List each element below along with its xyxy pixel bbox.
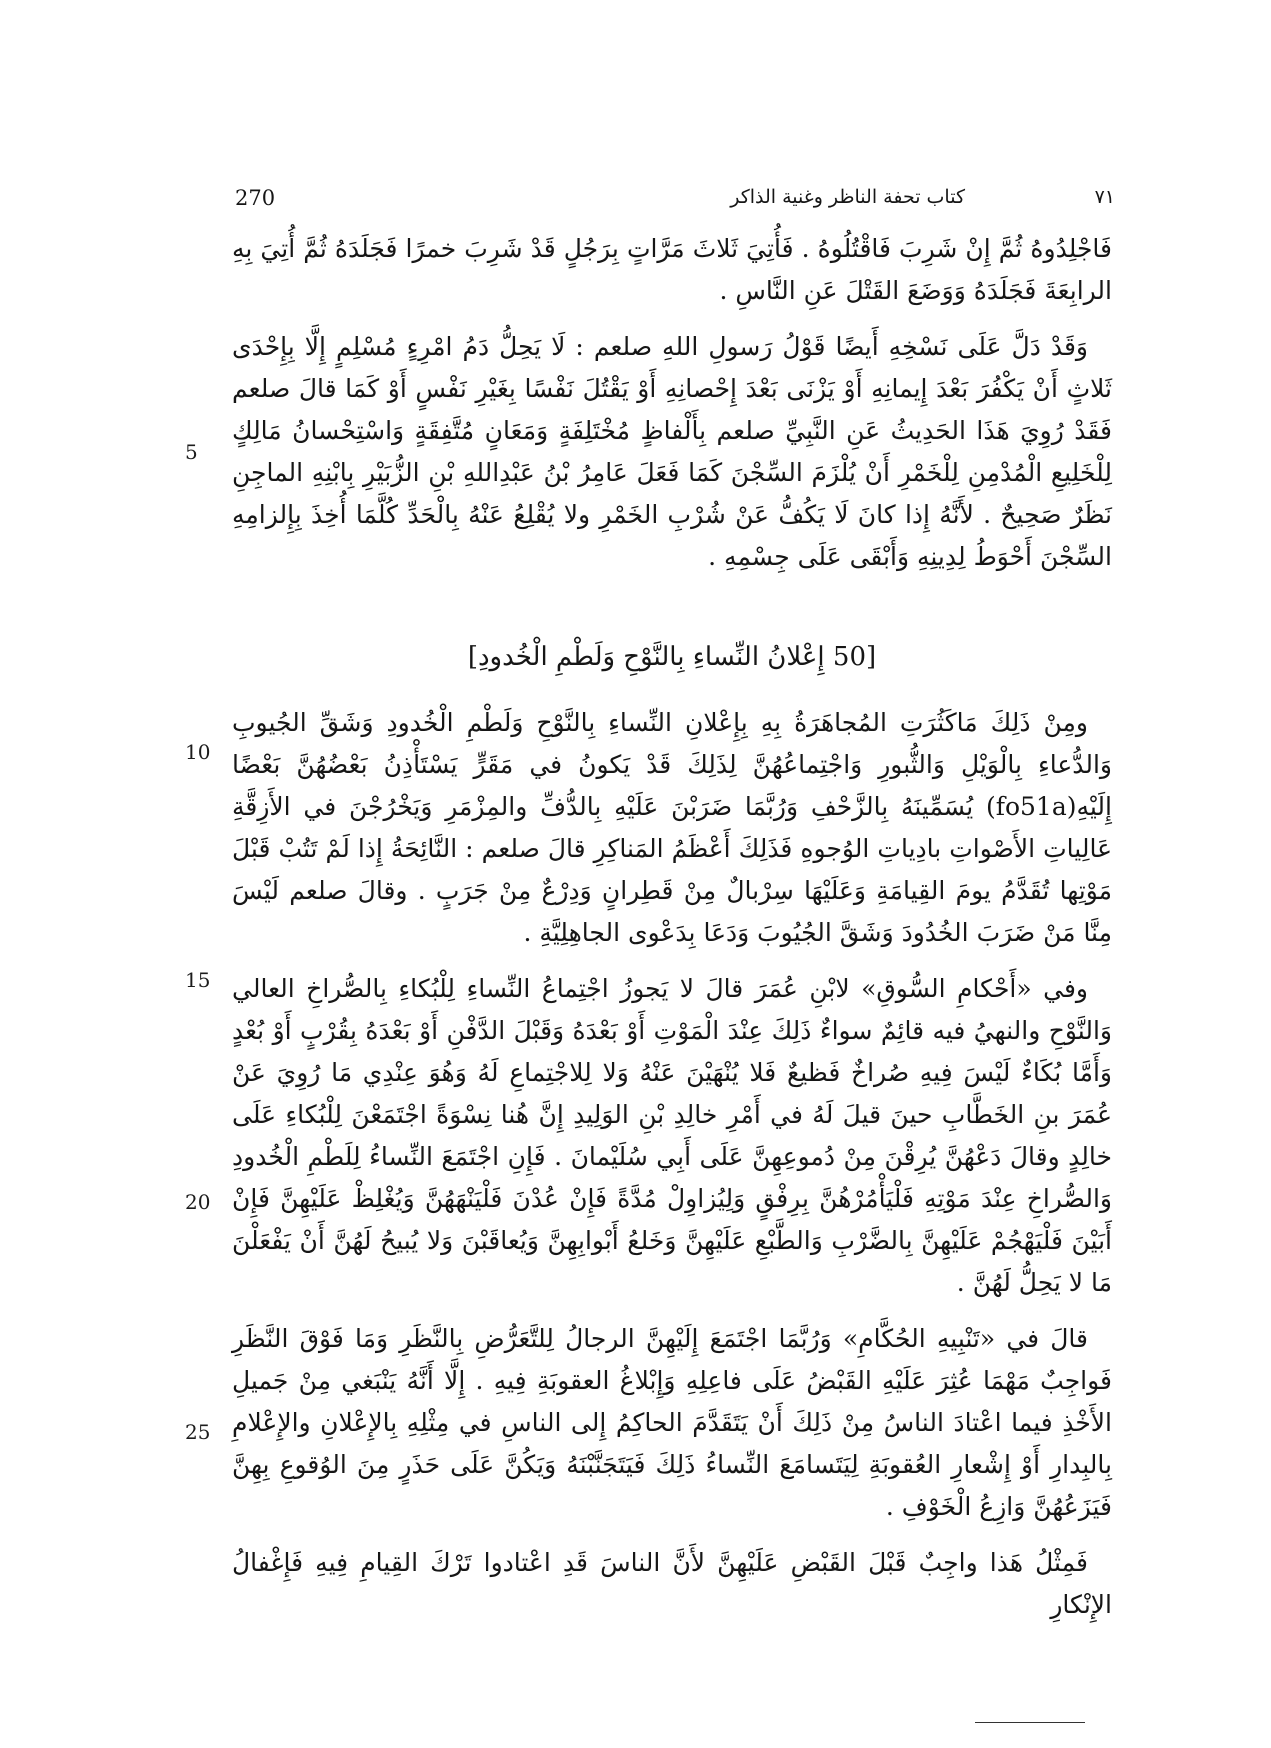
line-number-5: 5 [185,440,198,464]
footer-rule [975,1722,1085,1723]
page-header [235,178,1115,218]
paragraph-1: فَاجْلِدُوهُ ثُمَّ إِنْ شَرِبَ فَاقْتُلُوهُ . فَأُتِيَ ثَلاثَ مَرَّاتٍ بِرَجُلٍ قَدْ شَرِبَ خمرًا فَجَلَدَهُ ثُمَّ أُتِيَ بِهِ الرابِعَةَ فَجَلَدَهُ وَوَضَعَ القَتْلَ عَنِ النَّاسِ . [232,234,1112,305]
paragraph-2: وَقَدْ دَلَّ عَلَى نَسْخِهِ أَيضًا قَوْلُ رَسولِ اللهِ صلعم : لَا يَحِلُّ دَمُ امْرِءٍ مُسْلِمٍ إِلَّا بِإِحْدَى ثَلاثٍ أَنْ يَكْفُرَ بَعْدَ إِيمانِهِ أَوْ يَزْنَى بَعْدَ إِحْصانِهِ أَوْ يَقْتُلَ نَفْسًا بِغَيْرِ نَفْسٍ أَوْ كَمَا قالَ صلعم فَقَدْ رُوِيَ هَذَا الحَدِيثُ عَنِ النَّبِيِّ صلعم بِأَلْفاظٍ مُخْتَلِفَةٍ وَمَعَانٍ مُتَّفِقَةٍ وَاسْتِحْسانُ مَالِكٍ لِلْخَلِيعِ الْمُدْمِنِ لِلْخَمْرِ أَنْ يُلْزَمَ السِّجْنَ كَمَا فَعَلَ عَامِرُ بْنُ عَبْدِاللهِ بْنِ الزُّبَيْرِ بِابْنِهِ الماجِنِ نَظَرٌ صَحِيحٌ . لأَنَّهُ إِذا كانَ لَا يَكُفُّ عَنْ شُرْبِ الخَمْرِ ولا يُقْلِعُ عَنْهُ بِالْحَدِّ كُلَّمَا أُخِذَ بِإِلزامِهِ السِّجْنَ أَحْوَطُ لِدِينِهِ وَأَبْقَى عَلَى جِسْمِهِ . [232,332,1112,571]
page-number-arabic: ٧١ [1094,186,1115,208]
line-number-25: 25 [185,1420,211,1444]
section-heading: [50 إِعْلانُ النِّساءِ بِالنَّوْحِ وَلَطْمِ الْخُدودِ] [467,642,877,672]
paragraph-6: فَمِثْلُ هَذا واجِبٌ قَبْلَ القَبْضِ عَلَيْهِنَّ لأَنَّ الناسَ قَدِ اعْتادوا تَرْكَ القِيامِ فِيهِ فَإِغْفالُ الإِنْكارِ [232,1548,1112,1619]
line-number-20: 20 [185,1190,211,1214]
line-number-10: 10 [185,740,211,764]
paragraph-5: قالَ في «تَنْبِيهِ الحُكَّامِ» وَرُبَّمَا اجْتَمَعَ إِلَيْهِنَّ الرجالُ لِلتَّعَرُّضِ بِالنَّظَرِ وَمَا فَوْقَ النَّظَرِ فَواجِبٌ مَهْمَا عُثِرَ عَلَيْهِ القَبْضُ عَلَى فاعِلِهِ وَإِبْلاغُ العقوبَةِ فِيهِ . إِلَّا أَنَّهُ يَنْبَغي مِنْ جَميلِ الأَخْذِ فيما اعْتادَ الناسُ مِنْ ذَلِكَ أَنْ يَتَقَدَّمَ الحاكِمُ إِلى الناسِ في مِثْلِهِ بِالإِعْلانِ والإِعْلامِ بِالبِدارِ أَوْ إِشْعارِ العُقوبَةِ لِيَتَسامَعَ النِّساءُ ذَلِكَ فَيَتَجَنَّبْنَهُ وَيَكُنَّ عَلَى حَذَرٍ مِنَ الوُقوعِ بِهِنَّ فَيَزَعُهُنَّ وَازِعُ الْخَوْفِ . [232,1324,1113,1521]
paragraph-4: وفي «أَحْكامِ السُّوقِ» لابْنِ عُمَرَ قالَ لا يَجوزُ اجْتِماعُ النِّساءِ لِلْبُكاءِ بِالصُّراخِ العالي وَالنَّوْحِ والنهيُ فيه قائِمٌ سواءٌ ذَلِكَ عِنْدَ الْمَوْتِ أَوْ بَعْدَهُ وَقَبْلَ الدَّفْنِ أَوْ بَعْدَهُ بِقُرْبٍ أَوْ بُعْدٍ وَأَمَّا بُكَاءٌ لَيْسَ فِيهِ صُراخٌ فَظيعٌ فَلا يُنْهَيْنَ عَنْهُ وَلا لِلاجْتِماعِ لَهُ وَهُوَ عِنْدِي مَا رُوِيَ عَنْ عُمَرَ بنِ الخَطَّابِ حينَ قيلَ لَهُ في أَمْرِ خالِدِ بْنِ الوَلِيدِ إِنَّ هُنا نِسْوَةً اجْتَمَعْنَ لِلْبُكاءِ عَلَى خالِدٍ وقالَ دَعْهُنَّ يُرِقْنَ مِنْ دُموعِهِنَّ عَلَى أَبِي سُلَيْمانَ . فَإِنِ اجْتَمَعَ النِّساءُ لِلَطْمِ الْخُدودِ وَالصُّراخِ عِنْدَ مَوْتِهِ فَلْيَأْمُرْهُنَّ بِرِفْقٍ وَلِيُزاوِلْ مُدَّةً فَإِنْ عُدْنَ فَلْيَنْهَهُنَّ وَيُغْلِظْ عَلَيْهِنَّ فَإِنْ أَبَيْنَ فَلْيَهْجُمْ عَلَيْهِنَّ بِالضَّرْبِ وَالطَّبْعِ عَلَيْهِنَّ وَخَلعُ أَبْوابِهِنَّ وَيُعاقَبْنَ وَلا يُبيحُ لَهُنَّ أَنْ يَفْعَلْنَ مَا لا يَحِلُّ لَهُنَّ . [232,974,1112,1297]
page-number: 270 [235,186,276,210]
line-number-15: 15 [185,968,211,992]
running-title: كتاب تحفة الناظر وغنية الذاكر [730,186,965,208]
page-body [232,228,1112,1640]
paragraph-3: ومِنْ ذَلِكَ مَاكَثُرَتِ المُجاهَرَةُ بِهِ بِإِعْلانِ النِّساءِ بِالنَّوْحِ وَلَطْمِ الْخُدودِ وَشَقِّ الجُيوبِ وَالدُّعاءِ بِالْوَيْلِ وَالثُّبورِ وَاجْتِماعُهُنَّ لِذَلِكَ قَدْ يَكونُ في مَقَرٍّ يَسْتَأْذِنُ بَعْضُهُنَّ بَعْضًا إِلَيْهِ(fo51a) يُسَمِّينَهُ بِالزَّحْفِ وَرُبَّمَا ضَرَبْنَ عَلَيْهِ بِالدُّفِّ والمِزْمَرِ وَيَخْرُجْنَ في الأَزِقَّةِ عَالِياتِ الأَصْواتِ بادِياتِ الوُجوهِ فَذَلِكَ أَعْظَمُ المَناكِرِ قالَ صلعم : النَّائِحَةُ إِذا لَمْ تَتُبْ قَبْلَ مَوْتِها تُقَدَّمُ يومَ القِيامَةِ وَعَلَيْهَا سِرْبالٌ مِنْ قَطِرانٍ وَدِرْعٌ مِنْ جَرَبٍ . وقالَ صلعم لَيْسَ مِنَّا مَنْ ضَرَبَ الخُدُودَ وَشَقَّ الجُيُوبَ وَدَعَا بِدَعْوى الجاهِلِيَّةِ . [232,708,1112,947]
